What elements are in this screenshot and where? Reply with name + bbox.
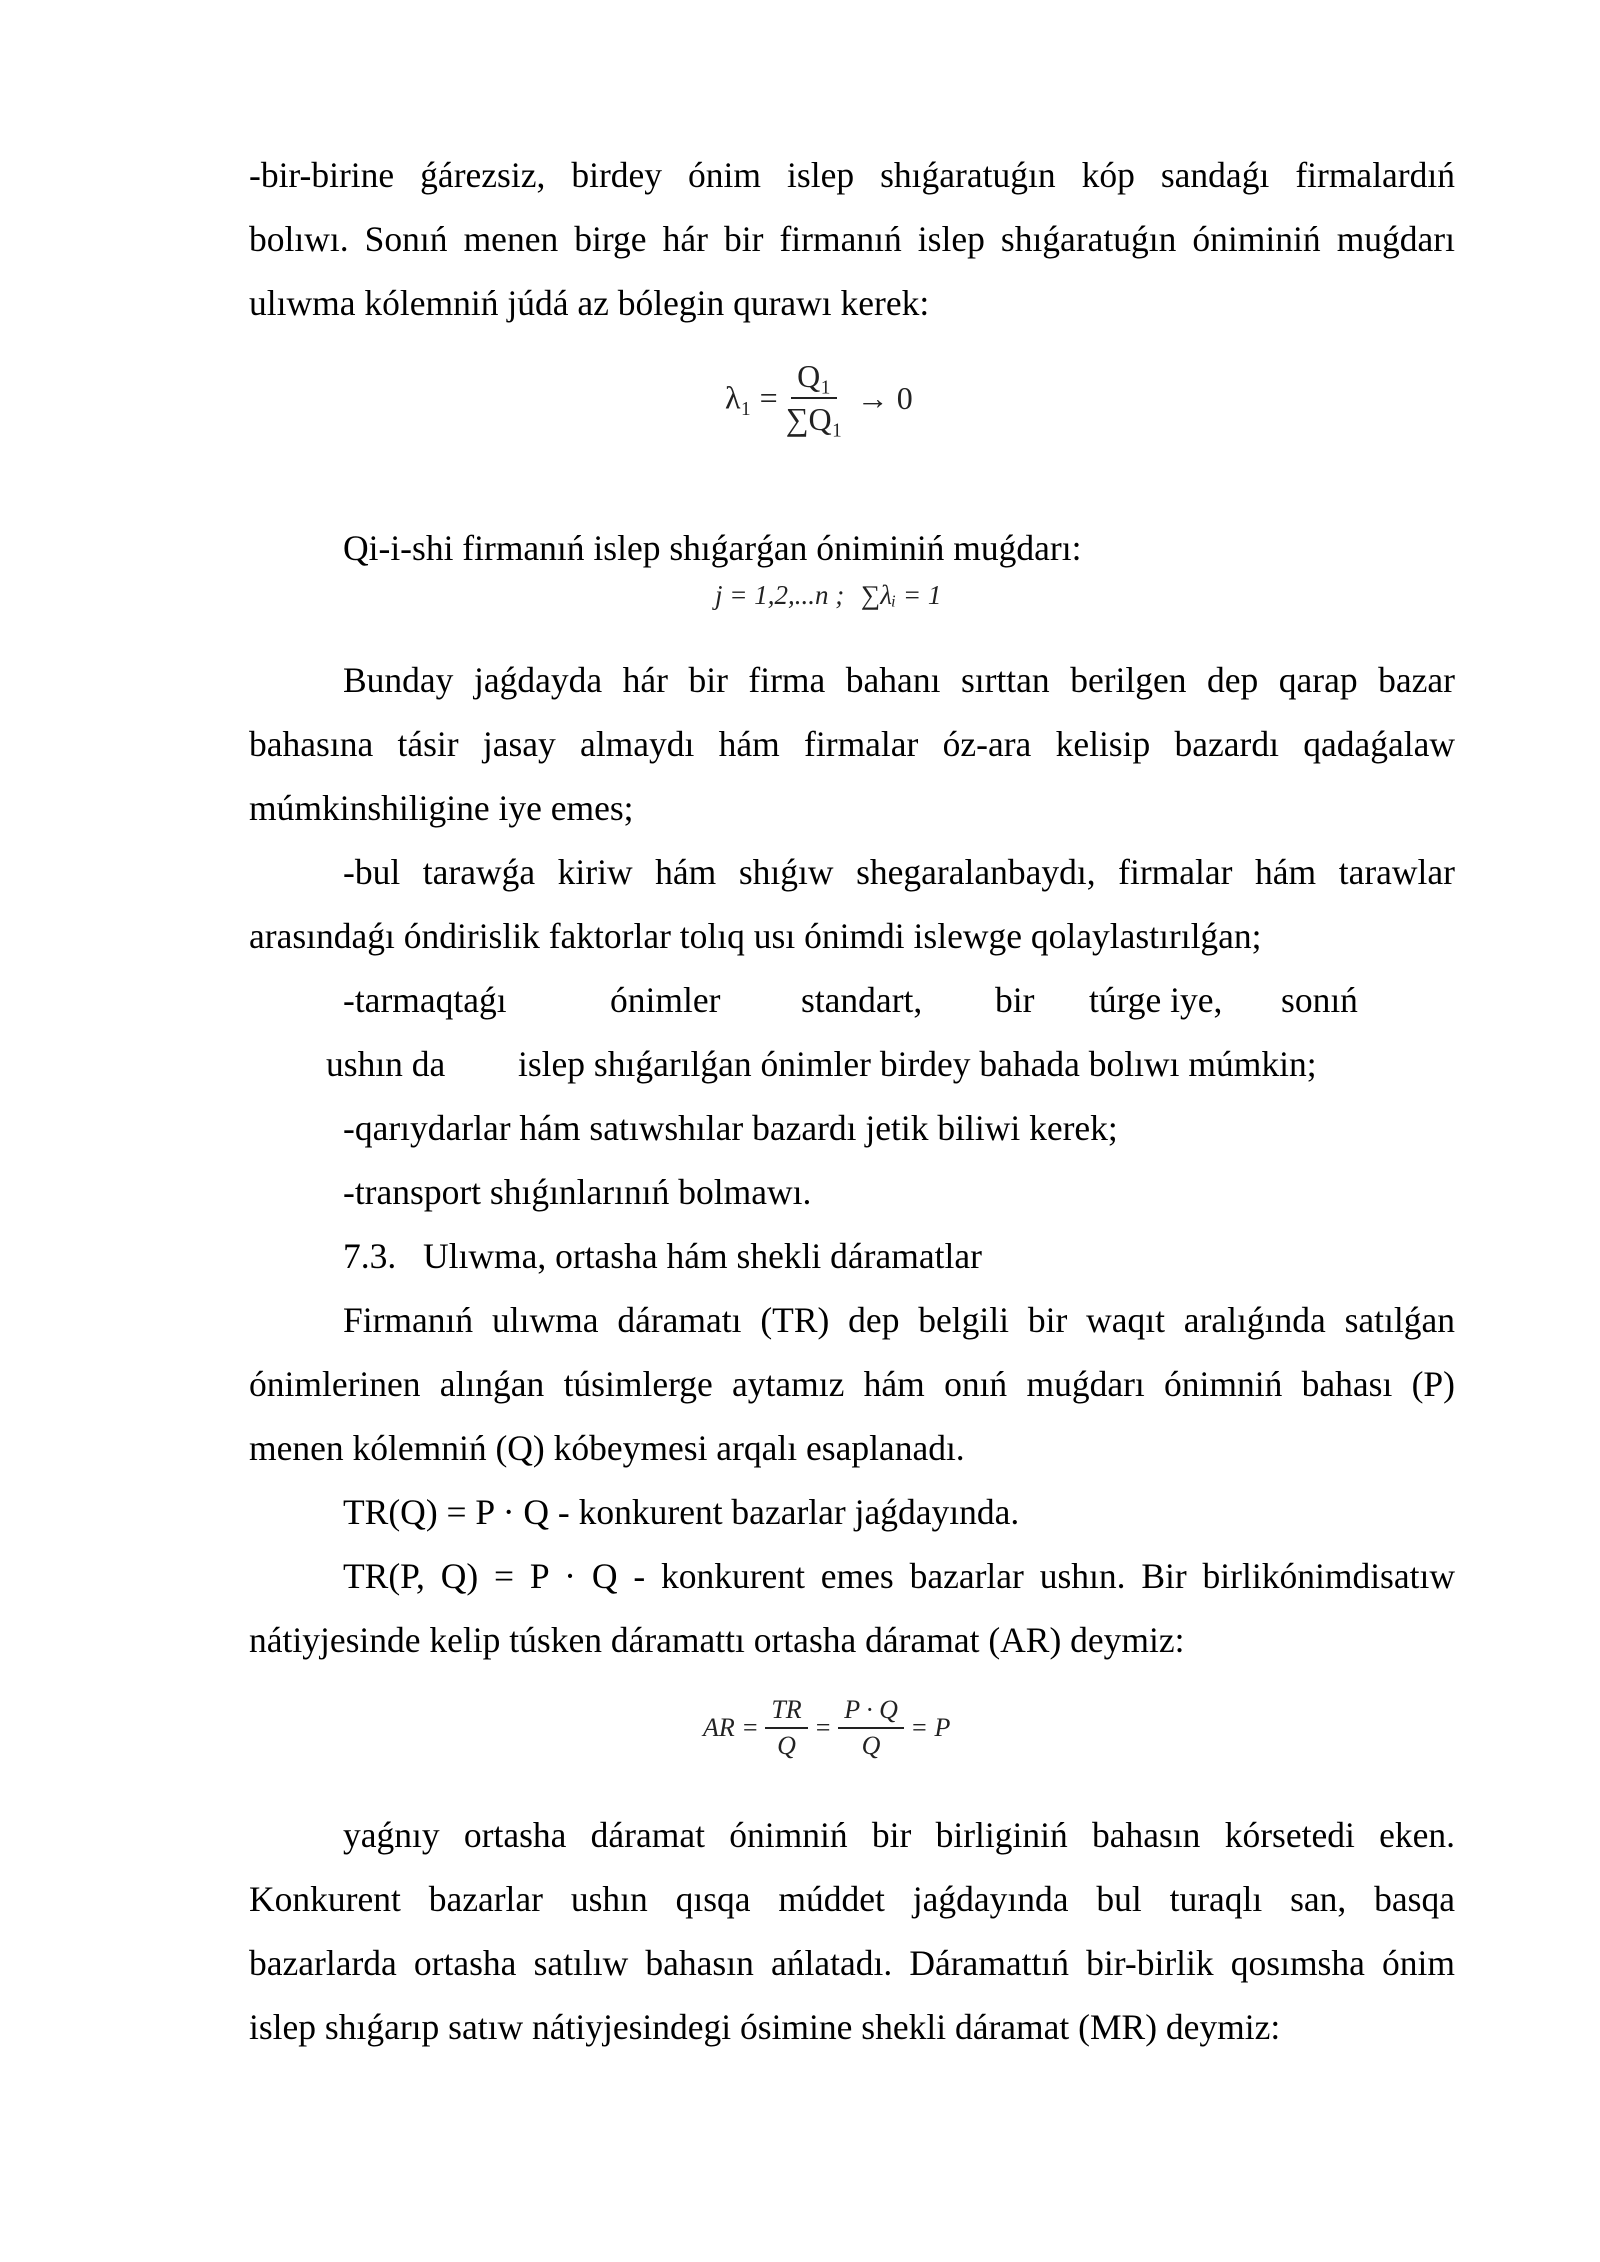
- paragraph-line: Bunday jaǵdayda hár bir firma bahanı sırttan berilgen dep qarap bazar: [343, 660, 1455, 700]
- formula-lambda-share: [725, 358, 913, 438]
- formula-fraction-tr-q: [765, 1695, 807, 1761]
- paragraph-line: yaǵnıy ortasha dáramat ónimniń bir birliginiń bahasın kórsetedi eken.: [343, 1815, 1455, 1855]
- paragraph-word: sonıń: [1281, 980, 1358, 1020]
- paragraph-line: nátiyjesinde kelip túsken dáramattı ortasha dáramat (AR) deymiz:: [249, 1620, 1185, 1660]
- paragraph-line: bazarlarda ortasha satılıw bahasın ańlatadı. Dáramattıń bir-birlik qosımsha ónim: [249, 1943, 1455, 1983]
- paragraph-line: islep shıǵarılǵan ónimler birdey bahada bolıwı múmkin;: [518, 1044, 1317, 1084]
- formula-equals: =: [814, 1713, 832, 1742]
- paragraph-line: -bul tarawǵa kiriw hám shıǵıw shegaralanbaydı, firmalar hám tarawlar: [343, 852, 1455, 892]
- paragraph-line: islep shıǵarıp satıw nátiyjesindegi ósimine shekli dáramat (MR) deymiz:: [249, 2007, 1281, 2047]
- paragraph-line: arasındaǵı óndirislik faktorlar tolıq usı ónimdi islewge qolaylastırılǵan;: [249, 916, 1262, 956]
- paragraph-line: bahasına tásir jasay almaydı hám firmalar óz-ara kelisip bazardı qadaǵalaw: [249, 724, 1455, 764]
- formula-denominator: Q: [861, 1731, 881, 1760]
- paragraph-word: bir: [995, 980, 1035, 1020]
- formula-average-revenue: [703, 1695, 950, 1761]
- formula-numerator: Q₁: [791, 358, 837, 399]
- formula-index-range: [715, 580, 941, 611]
- paragraph-word: standart,: [801, 980, 923, 1020]
- paragraph-line: bolıwı. Sonıń menen birge hár bir firmanıń islep shıǵaratuǵın óniminiń muǵdarı: [249, 219, 1455, 259]
- section-title: Ulıwma, ortasha hám shekli dáramatlar: [423, 1236, 982, 1276]
- paragraph-word: túrge iye,: [1089, 980, 1223, 1020]
- paragraph-line: ulıwma kólemniń júdá az bólegin qurawı kerek:: [249, 283, 930, 323]
- formula-lhs: λ₁ =: [725, 379, 778, 416]
- formula-rhs: → 0: [856, 379, 913, 416]
- paragraph-word: ónimler: [610, 980, 721, 1020]
- formula-fraction: [786, 358, 843, 438]
- paragraph-line: ónimlerinen alınǵan túsimlerge aytamız hám onıń muǵdarı ónimniń bahası (P): [249, 1364, 1455, 1404]
- paragraph-line: Qi-i-shi firmanıń islep shıǵarǵan óniminiń muǵdarı:: [343, 528, 1082, 568]
- formula-numerator: P · Q: [838, 1695, 904, 1729]
- paragraph-line: TR(P, Q) = P · Q - konkurent emes bazarlar ushın. Bir birlikónimdisatıw: [343, 1556, 1455, 1596]
- paragraph-line: -transport shıǵınlarınıń bolmawı.: [343, 1172, 812, 1212]
- paragraph-line: -qarıydarlar hám satıwshılar bazardı jetik biliwi kerek;: [343, 1108, 1118, 1148]
- formula-rhs: = P: [910, 1713, 951, 1742]
- formula-right: ∑λᵢ = 1: [860, 580, 942, 610]
- paragraph-line: -bir-birine ǵárezsiz, birdey ónim islep shıǵaratuǵın kóp sandaǵı firmalardıń: [249, 155, 1455, 195]
- paragraph-line: múmkinshiligine iye emes;: [249, 788, 634, 828]
- paragraph-line: ushın da: [326, 1044, 446, 1084]
- paragraph-line: Konkurent bazarlar ushın qısqa múddet jaǵdayında bul turaqlı san, basqa: [249, 1879, 1455, 1919]
- section-number: 7.3.: [343, 1236, 397, 1276]
- paragraph-line: menen kólemniń (Q) kóbeymesi arqalı esaplanadı.: [249, 1428, 965, 1468]
- paragraph-line: TR(Q) = P · Q - konkurent bazarlar jaǵdayında.: [343, 1492, 1020, 1532]
- formula-lhs: AR =: [703, 1713, 759, 1742]
- formula-left: j = 1,2,...n ;: [715, 580, 845, 610]
- paragraph-word: -tarmaqtaǵı: [343, 980, 507, 1020]
- formula-denominator: Q: [777, 1731, 796, 1760]
- formula-denominator: ∑Q₁: [785, 401, 843, 437]
- paragraph-line: Firmanıń ulıwma dáramatı (TR) dep belgili bir waqıt aralıǵında satılǵan: [343, 1300, 1455, 1340]
- formula-numerator: TR: [765, 1695, 807, 1729]
- formula-fraction-pq-q: [838, 1695, 904, 1761]
